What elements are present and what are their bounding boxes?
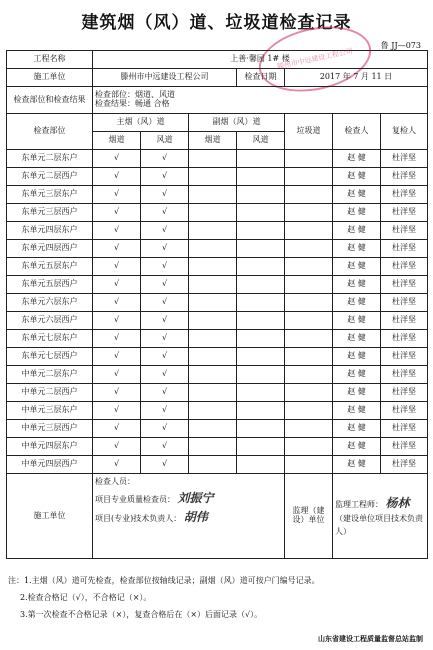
date-label: 检查日期 (237, 69, 285, 87)
scope-parts: 检查部位：烟道、风道 (95, 90, 175, 100)
table-row (7, 168, 428, 186)
row-air-check: √ (141, 204, 189, 222)
row-location: 东单元六层西户 (7, 312, 93, 330)
row-reinspector: 杜洋坚 (381, 456, 428, 474)
table-row (7, 240, 428, 258)
row-smoke-check: √ (93, 168, 141, 186)
row-air-check: √ (141, 312, 189, 330)
row-garbage (285, 240, 333, 258)
row-sub-air (237, 402, 285, 420)
row-sub-air (237, 456, 285, 474)
row-garbage (285, 258, 333, 276)
row-sub-air (237, 366, 285, 384)
table-row (7, 258, 428, 276)
row-sub-air (237, 258, 285, 276)
row-sub-smoke (189, 276, 237, 294)
row-sub-air (237, 186, 285, 204)
row-sub-smoke (189, 330, 237, 348)
row-reinspector: 杜洋坚 (381, 312, 428, 330)
supervisor-label: 监理（建设）单位 (285, 474, 333, 559)
row-reinspector: 杜洋坚 (381, 222, 428, 240)
row-air-check: √ (141, 186, 189, 204)
row-garbage (285, 276, 333, 294)
row-sub-smoke (189, 384, 237, 402)
form-code: 鲁 JJ—073 (380, 41, 421, 50)
row-sub-smoke (189, 168, 237, 186)
row-smoke-check: √ (93, 348, 141, 366)
row-garbage (285, 204, 333, 222)
row-smoke-check: √ (93, 222, 141, 240)
engineer-signature: 杨林 (385, 495, 410, 510)
row-smoke-check: √ (93, 384, 141, 402)
row-smoke-check: √ (93, 402, 141, 420)
row-garbage (285, 186, 333, 204)
row-air-check: √ (141, 402, 189, 420)
col-inspector: 检查人 (333, 114, 381, 150)
row-garbage (285, 438, 333, 456)
row-air-check: √ (141, 240, 189, 258)
table-row (7, 222, 428, 240)
row-garbage (285, 420, 333, 438)
row-sub-air (237, 330, 285, 348)
row-reinspector: 杜洋坚 (381, 348, 428, 366)
row-location: 中单元二层东户 (7, 366, 93, 384)
row-air-check: √ (141, 438, 189, 456)
row-inspector: 赵 健 (333, 330, 381, 348)
row-sub-smoke (189, 366, 237, 384)
row-reinspector: 杜洋坚 (381, 294, 428, 312)
row-inspector: 赵 健 (333, 402, 381, 420)
row-location: 东单元五层东户 (7, 258, 93, 276)
row-sub-air (237, 276, 285, 294)
col-air2: 风道 (237, 132, 285, 150)
tech-signature: 胡伟 (183, 509, 208, 524)
row-smoke-check: √ (93, 456, 141, 474)
row-sub-smoke (189, 204, 237, 222)
engineer-label: 监理工程师： (335, 499, 383, 509)
row-reinspector: 杜洋坚 (381, 330, 428, 348)
signoff-unit-label: 施工单位 (7, 474, 93, 559)
row-air-check: √ (141, 150, 189, 168)
row-inspector: 赵 健 (333, 294, 381, 312)
row-air-check: √ (141, 276, 189, 294)
row-reinspector: 杜洋坚 (381, 420, 428, 438)
row-reinspector: 杜洋坚 (381, 186, 428, 204)
row-sub-air (237, 204, 285, 222)
row-location: 东单元七层西户 (7, 348, 93, 366)
page-title: 建筑烟（风）道、垃圾道检查记录 (81, 13, 352, 33)
col-smoke: 烟道 (93, 132, 141, 150)
col-main-duct: 主烟（风）道 (93, 114, 189, 132)
row-garbage (285, 222, 333, 240)
row-smoke-check: √ (93, 150, 141, 168)
row-location: 东单元四层东户 (7, 222, 93, 240)
scope-row (7, 87, 428, 114)
row-reinspector: 杜洋坚 (381, 204, 428, 222)
row-reinspector: 杜洋坚 (381, 258, 428, 276)
row-reinspector: 杜洋坚 (381, 168, 428, 186)
row-sub-air (237, 222, 285, 240)
table-row (7, 420, 428, 438)
row-sub-smoke (189, 186, 237, 204)
row-sub-smoke (189, 456, 237, 474)
row-garbage (285, 330, 333, 348)
header-row-1 (7, 114, 428, 132)
col-sub-duct: 副烟（风）道 (189, 114, 285, 132)
project-row (7, 51, 428, 69)
row-inspector: 赵 健 (333, 420, 381, 438)
col-smoke2: 烟道 (189, 132, 237, 150)
row-smoke-check: √ (93, 204, 141, 222)
note-1: 注：1.主烟（风）道可先检查，检查部位按轴线记录；副烟（风）道可按户门编号记录。 (8, 576, 320, 585)
row-smoke-check: √ (93, 258, 141, 276)
table-row (7, 402, 428, 420)
row-inspector: 赵 健 (333, 348, 381, 366)
row-reinspector: 杜洋坚 (381, 276, 428, 294)
row-location: 东单元四层西户 (7, 240, 93, 258)
row-location: 中单元三层西户 (7, 420, 93, 438)
table-row (7, 186, 428, 204)
row-location: 东单元二层西户 (7, 168, 93, 186)
row-sub-smoke (189, 348, 237, 366)
row-location: 东单元五层西户 (7, 276, 93, 294)
row-inspector: 赵 健 (333, 240, 381, 258)
scope-label: 检查部位和检查结果 (7, 87, 93, 114)
contractor-value: 滕州市中远建设工程公司 (93, 69, 237, 87)
row-sub-air (237, 312, 285, 330)
row-location: 东单元二层东户 (7, 150, 93, 168)
row-garbage (285, 312, 333, 330)
engineer-sub: （建设单位项目技术负责人） (335, 513, 423, 536)
row-smoke-check: √ (93, 312, 141, 330)
row-air-check: √ (141, 384, 189, 402)
stamp-text: 滕州市中远建设工程公司 (276, 47, 354, 71)
date-value: 2017 年 7 月 11 日 (285, 69, 428, 87)
row-garbage (285, 402, 333, 420)
notes (8, 572, 320, 623)
row-air-check: √ (141, 348, 189, 366)
tech-label: 项目(专业)技术负责人： (95, 513, 182, 523)
qa-signature: 刘振宁 (177, 490, 214, 505)
qa-label: 项目专业质量检查员： (95, 494, 175, 504)
table-row (7, 312, 428, 330)
table-row (7, 384, 428, 402)
table-row (7, 204, 428, 222)
row-inspector: 赵 健 (333, 276, 381, 294)
row-sub-smoke (189, 312, 237, 330)
row-smoke-check: √ (93, 366, 141, 384)
inspection-rows (7, 150, 428, 474)
row-smoke-check: √ (93, 420, 141, 438)
row-inspector: 赵 健 (333, 438, 381, 456)
row-reinspector: 杜洋坚 (381, 438, 428, 456)
table-row (7, 294, 428, 312)
table-row (7, 456, 428, 474)
row-sub-smoke (189, 222, 237, 240)
row-inspector: 赵 健 (333, 312, 381, 330)
table-row (7, 348, 428, 366)
row-sub-smoke (189, 294, 237, 312)
col-location: 检查部位 (7, 114, 93, 150)
row-reinspector: 杜洋坚 (381, 384, 428, 402)
row-garbage (285, 294, 333, 312)
row-sub-air (237, 438, 285, 456)
row-sub-smoke (189, 150, 237, 168)
note-3: 3.第一次检查不合格记录（×），复查合格后在（×）后面记录（√）。 (20, 610, 263, 619)
row-garbage (285, 348, 333, 366)
row-reinspector: 杜洋坚 (381, 366, 428, 384)
row-reinspector: 杜洋坚 (381, 402, 428, 420)
table-row (7, 150, 428, 168)
row-inspector: 赵 健 (333, 222, 381, 240)
row-air-check: √ (141, 456, 189, 474)
row-inspector: 赵 健 (333, 384, 381, 402)
row-smoke-check: √ (93, 276, 141, 294)
table-row (7, 330, 428, 348)
row-smoke-check: √ (93, 438, 141, 456)
row-sub-air (237, 168, 285, 186)
table-row (7, 438, 428, 456)
row-sub-smoke (189, 402, 237, 420)
col-reinspector: 复检人 (381, 114, 428, 150)
row-smoke-check: √ (93, 186, 141, 204)
row-location: 东单元六层东户 (7, 294, 93, 312)
row-inspector: 赵 健 (333, 456, 381, 474)
row-sub-air (237, 420, 285, 438)
inspectors-label: 检查人员： (95, 477, 135, 486)
row-inspector: 赵 健 (333, 366, 381, 384)
row-smoke-check: √ (93, 294, 141, 312)
table-row (7, 276, 428, 294)
row-air-check: √ (141, 258, 189, 276)
footer: 山东省建设工程质量监督总站监制 (318, 634, 423, 643)
contractor-row (7, 69, 428, 87)
row-reinspector: 杜洋坚 (381, 240, 428, 258)
col-air: 风道 (141, 132, 189, 150)
row-location: 东单元七层东户 (7, 330, 93, 348)
row-sub-air (237, 348, 285, 366)
row-location: 东单元三层东户 (7, 186, 93, 204)
row-sub-smoke (189, 438, 237, 456)
row-sub-smoke (189, 420, 237, 438)
project-value: 上善·馨园 1# 楼 (93, 51, 428, 69)
row-air-check: √ (141, 168, 189, 186)
scope-results: 检查结果：畅通 合格 (95, 99, 170, 108)
note-2: 2.检查合格记（√），不合格记（×）。 (20, 593, 152, 602)
row-smoke-check: √ (93, 330, 141, 348)
row-location: 中单元四层东户 (7, 438, 93, 456)
row-inspector: 赵 健 (333, 204, 381, 222)
col-garbage: 垃圾道 (285, 114, 333, 150)
row-sub-air (237, 384, 285, 402)
row-sub-air (237, 294, 285, 312)
row-smoke-check: √ (93, 240, 141, 258)
row-garbage (285, 150, 333, 168)
row-sub-air (237, 240, 285, 258)
row-air-check: √ (141, 366, 189, 384)
project-label: 工程名称 (7, 51, 93, 69)
row-location: 中单元三层东户 (7, 402, 93, 420)
row-inspector: 赵 健 (333, 186, 381, 204)
table-row (7, 366, 428, 384)
row-air-check: √ (141, 420, 189, 438)
signoff-row (7, 474, 428, 559)
inspection-table (6, 50, 428, 559)
row-garbage (285, 456, 333, 474)
row-garbage (285, 384, 333, 402)
row-reinspector: 杜洋坚 (381, 150, 428, 168)
row-air-check: √ (141, 222, 189, 240)
row-location: 中单元二层西户 (7, 384, 93, 402)
row-inspector: 赵 健 (333, 150, 381, 168)
contractor-label: 施工单位 (7, 69, 93, 87)
row-air-check: √ (141, 294, 189, 312)
row-inspector: 赵 健 (333, 258, 381, 276)
row-garbage (285, 366, 333, 384)
row-sub-smoke (189, 258, 237, 276)
row-inspector: 赵 健 (333, 168, 381, 186)
row-sub-smoke (189, 240, 237, 258)
row-garbage (285, 168, 333, 186)
row-location: 中单元四层西户 (7, 456, 93, 474)
row-sub-air (237, 150, 285, 168)
row-air-check: √ (141, 330, 189, 348)
row-location: 东单元三层西户 (7, 204, 93, 222)
